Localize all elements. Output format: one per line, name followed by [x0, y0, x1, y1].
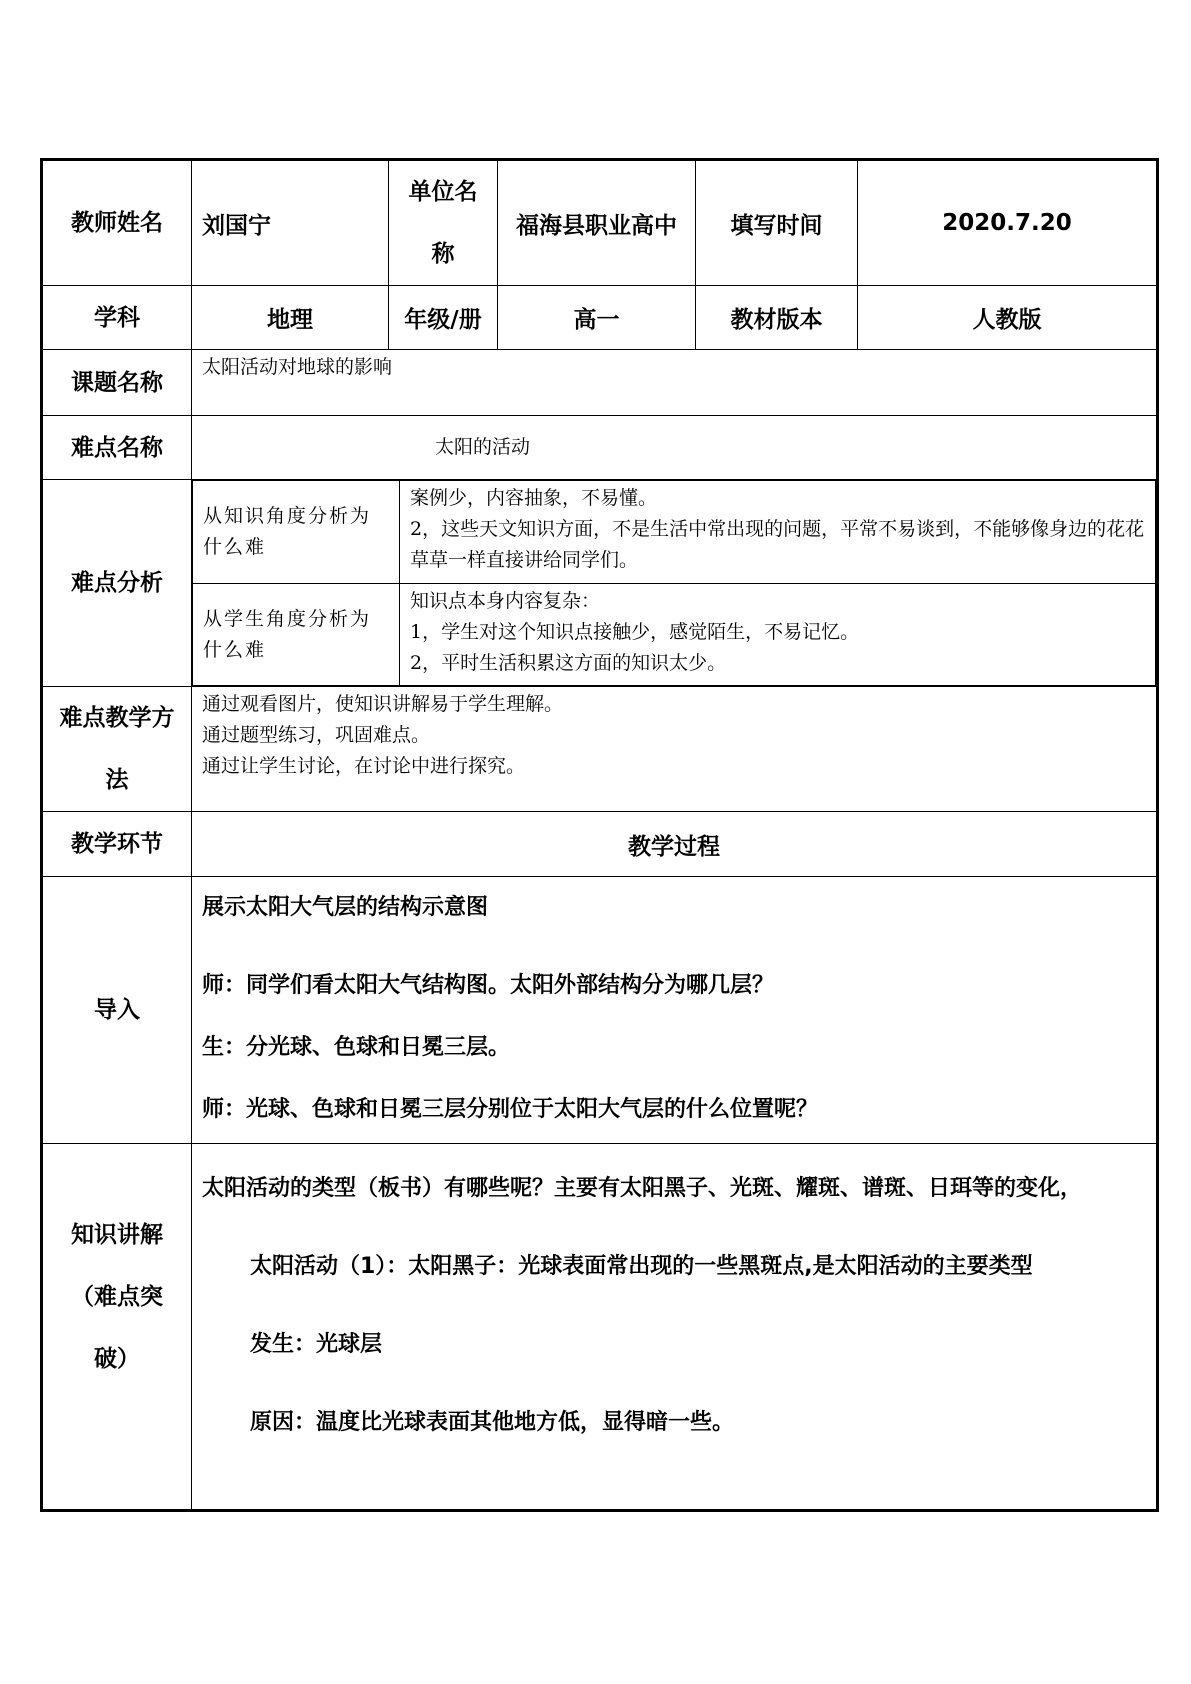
grade-label: 年级/册 [389, 286, 498, 350]
method-label-line2: 法 [105, 767, 129, 793]
intro-line-4: 师：光球、色球和日冕三层分别位于太阳大气层的什么位置呢？ [202, 1097, 819, 1122]
knowledge-line-1: 案例少，内容抽象，不易懂。 [410, 487, 658, 509]
method-text [192, 687, 1158, 812]
explain-label-line3: 破） [94, 1345, 140, 1372]
header-row [42, 160, 1158, 286]
teacher-label: 教师姓名 [42, 160, 192, 286]
explain-row [42, 1144, 1158, 1511]
explain-line-2: 太阳活动（1）：太阳黑子：光球表面常出现的一些黑斑点,是太阳活动的主要类型 [250, 1254, 1033, 1279]
analysis-row [42, 480, 1158, 687]
method-line-2: 通过题型练习，巩固难点。 [202, 724, 431, 746]
unit-label-line1: 单位名 [408, 179, 478, 205]
knowledge-text [400, 481, 1156, 584]
explain-label [42, 1144, 192, 1511]
student-line-2: 1，学生对这个知识点接触少，感觉陌生，不易记忆。 [410, 621, 860, 643]
method-row [42, 687, 1158, 812]
intro-text [192, 877, 1158, 1144]
process-header-row [42, 812, 1158, 877]
method-label [42, 687, 192, 812]
student-row [193, 584, 1156, 686]
explain-text [192, 1144, 1158, 1511]
intro-line-3: 生：分光球、色球和日冕三层。 [202, 1035, 511, 1060]
unit-label-line2: 称 [431, 241, 455, 267]
subject-value: 地理 [192, 286, 389, 350]
form-table [40, 158, 1159, 1512]
lesson-plan-form [40, 158, 1156, 1512]
grade-value: 高一 [498, 286, 696, 350]
student-label: 从学生角度分析为什么难 [193, 584, 400, 686]
explain-line-3: 发生：光球层 [250, 1332, 383, 1357]
intro-line-1: 展示太阳大气层的结构示意图 [202, 895, 489, 920]
analysis-label: 难点分析 [42, 480, 192, 687]
date-value: 2020.7.20 [858, 160, 1158, 286]
unit-name: 福海县职业高中 [498, 160, 696, 286]
explain-line-1: 太阳活动的类型（板书）有哪些呢？主要有太阳黑子、光斑、耀斑、谱斑、日珥等的变化， [202, 1176, 1083, 1201]
difficulty-row [42, 416, 1158, 480]
method-label-line1: 难点教学方 [59, 705, 175, 731]
topic-label: 课题名称 [42, 350, 192, 416]
difficulty-label: 难点名称 [42, 416, 192, 480]
knowledge-row [193, 481, 1156, 584]
intro-line-2: 师：同学们看太阳大气结构图。太阳外部结构分为哪几层？ [202, 973, 775, 998]
date-label: 填写时间 [696, 160, 858, 286]
student-line-1: 知识点本身内容复杂： [410, 590, 601, 612]
process-label: 教学过程 [192, 812, 1158, 877]
edition-value: 人教版 [858, 286, 1158, 350]
edition-label: 教材版本 [696, 286, 858, 350]
intro-label: 导入 [42, 877, 192, 1144]
explain-label-line1: 知识讲解 [71, 1221, 163, 1248]
explain-label-line2: （难点突 [71, 1283, 163, 1310]
subject-label: 学科 [42, 286, 192, 350]
intro-row [42, 877, 1158, 1144]
method-line-3: 通过让学生讨论，在讨论中进行探究。 [202, 755, 526, 777]
analysis-cell [192, 480, 1158, 687]
knowledge-line-2: 2，这些天文知识方面，不是生活中常出现的问题，平常不易谈到，不能够像身边的花花草草一样直接讲给同学们。 [410, 518, 1145, 571]
student-text [400, 584, 1156, 686]
analysis-inner-table [192, 480, 1156, 686]
method-line-1: 通过观看图片，使知识讲解易于学生理解。 [202, 693, 564, 715]
subject-row [42, 286, 1158, 350]
knowledge-label: 从知识角度分析为什么难 [193, 481, 400, 584]
teacher-name: 刘国宁 [192, 160, 389, 286]
student-line-3: 2，平时生活积累这方面的知识太少。 [410, 652, 727, 674]
topic-row [42, 350, 1158, 416]
unit-label [389, 160, 498, 286]
stage-label: 教学环节 [42, 812, 192, 877]
topic-value: 太阳活动对地球的影响 [192, 350, 1158, 416]
explain-line-4: 原因：温度比光球表面其他地方低，显得暗一些。 [250, 1410, 735, 1435]
difficulty-value: 太阳的活动 [192, 416, 1158, 480]
